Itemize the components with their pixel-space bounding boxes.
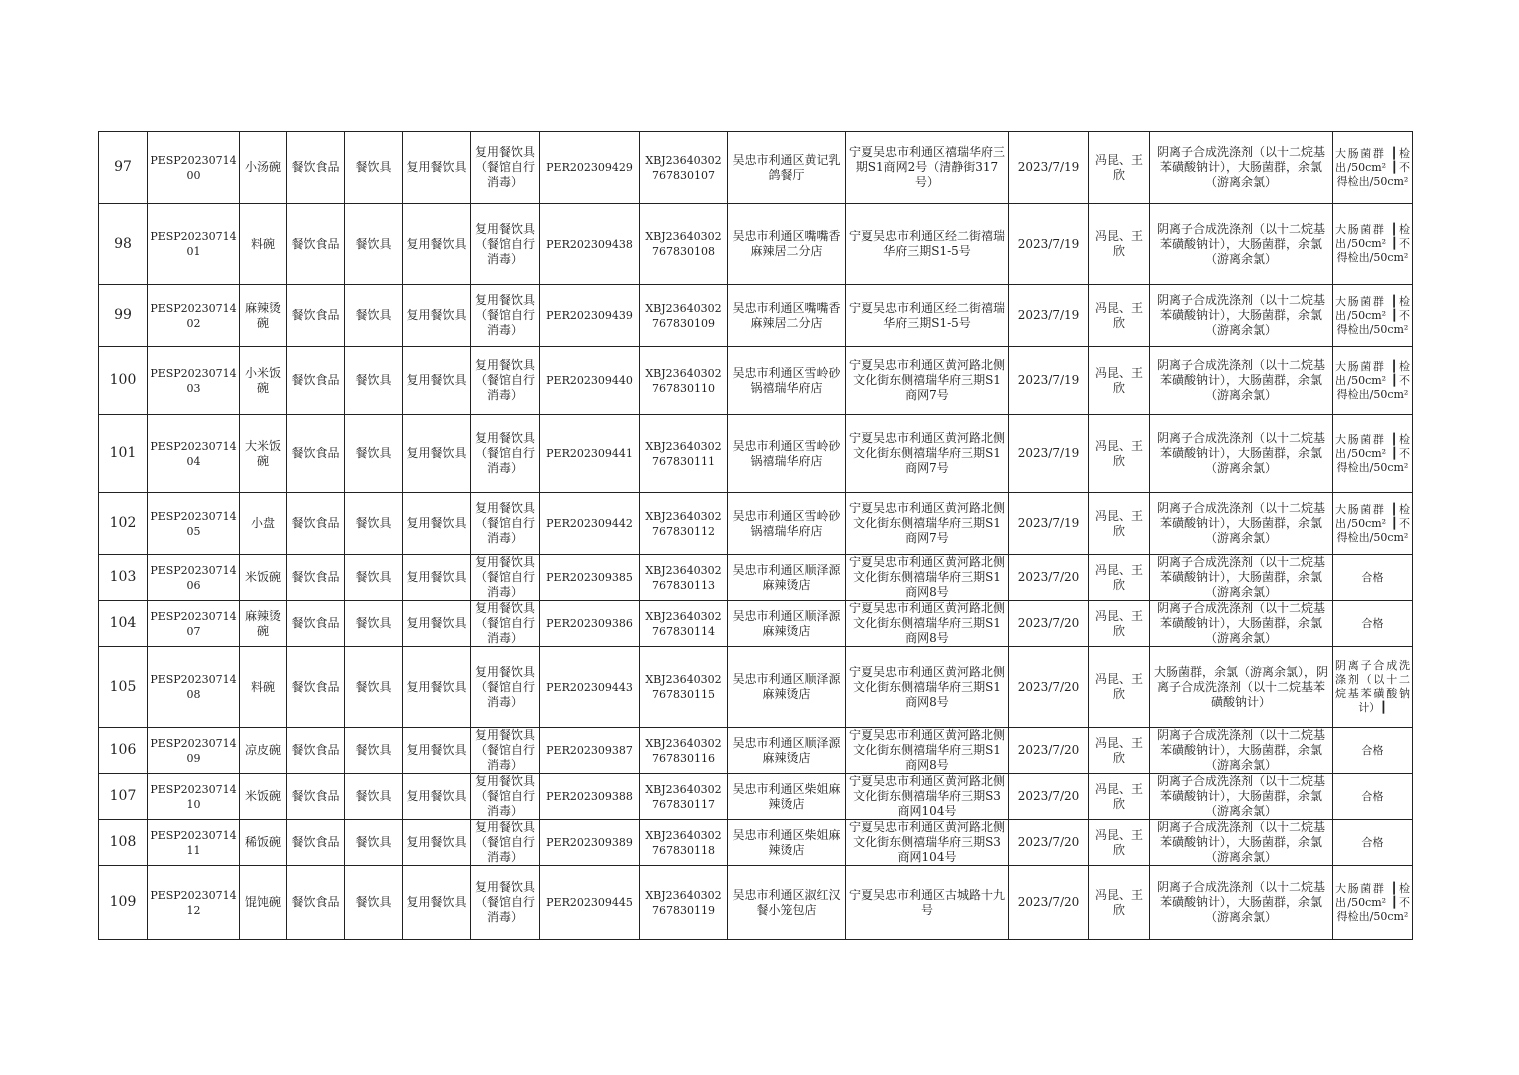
task-number-cell: XBJ23640302767830113 (640, 555, 728, 601)
report-number-cell: PER202309385 (540, 555, 640, 601)
unit-address-cell: 宁夏吴忠市利通区黄河路北侧文化街东侧禧瑞华府三期S1商网8号 (846, 647, 1009, 728)
task-number-cell: XBJ23640302767830115 (640, 647, 728, 728)
task-number-cell: XBJ23640302767830116 (640, 728, 728, 774)
inspectors-cell: 冯昆、王欣 (1089, 601, 1150, 647)
report-number-cell: PER202309439 (540, 285, 640, 347)
test-result-cell: 合格 (1333, 820, 1413, 866)
food-category-cell: 餐饮食品 (287, 555, 345, 601)
row-number-cell: 108 (99, 820, 148, 866)
food-subtype-cell: 复用餐饮具（餐馆自行消毒） (471, 204, 540, 285)
sample-name-cell: 小汤碗 (240, 132, 287, 204)
food-subtype-cell: 复用餐饮具（餐馆自行消毒） (471, 647, 540, 728)
food-subtype-cell: 复用餐饮具（餐馆自行消毒） (471, 866, 540, 940)
test-result-cell: 大肠菌群 ┃检出/50cm² ┃不得检出/50cm² (1333, 493, 1413, 555)
food-subcategory-cell: 餐饮具 (345, 493, 403, 555)
test-result-cell: 大肠菌群 ┃检出/50cm² ┃不得检出/50cm² (1333, 347, 1413, 415)
inspectors-cell: 冯昆、王欣 (1089, 555, 1150, 601)
task-number-cell: XBJ23640302767830111 (640, 415, 728, 493)
sampled-unit-cell: 吴忠市利通区柴姐麻辣烫店 (728, 774, 846, 820)
report-number-cell: PER202309443 (540, 647, 640, 728)
table-row (99, 285, 1413, 347)
unit-address-cell: 宁夏吴忠市利通区黄河路北侧文化街东侧禧瑞华府三期S3商网104号 (846, 820, 1009, 866)
food-subtype-cell: 复用餐饮具（餐馆自行消毒） (471, 347, 540, 415)
test-result-cell: 合格 (1333, 601, 1413, 647)
test-items-cell: 阴离子合成洗涤剂（以十二烷基苯磺酸钠计），大肠菌群，余氯（游离余氯） (1150, 774, 1333, 820)
test-items-cell: 阴离子合成洗涤剂（以十二烷基苯磺酸钠计），大肠菌群，余氯（游离余氯） (1150, 728, 1333, 774)
food-category-cell: 餐饮食品 (287, 204, 345, 285)
food-subcategory-cell: 餐饮具 (345, 820, 403, 866)
food-type-cell: 复用餐饮具 (403, 647, 471, 728)
row-number-cell: 104 (99, 601, 148, 647)
sampling-date-cell: 2023/7/19 (1009, 347, 1089, 415)
food-type-cell: 复用餐饮具 (403, 415, 471, 493)
food-category-cell: 餐饮食品 (287, 820, 345, 866)
sample-name-cell: 料碗 (240, 647, 287, 728)
test-items-cell: 阴离子合成洗涤剂（以十二烷基苯磺酸钠计），大肠菌群，余氯（游离余氯） (1150, 866, 1333, 940)
sampling-date-cell: 2023/7/19 (1009, 285, 1089, 347)
test-items-cell: 阴离子合成洗涤剂（以十二烷基苯磺酸钠计），大肠菌群，余氯（游离余氯） (1150, 347, 1333, 415)
food-type-cell: 复用餐饮具 (403, 820, 471, 866)
test-result-cell: 大肠菌群 ┃检出/50cm² ┃不得检出/50cm² (1333, 204, 1413, 285)
food-category-cell: 餐饮食品 (287, 728, 345, 774)
sampled-unit-cell: 吴忠市利通区顺泽源麻辣烫店 (728, 601, 846, 647)
test-result-cell: 合格 (1333, 555, 1413, 601)
test-items-cell: 阴离子合成洗涤剂（以十二烷基苯磺酸钠计），大肠菌群，余氯（游离余氯） (1150, 820, 1333, 866)
sampled-unit-cell: 吴忠市利通区顺泽源麻辣烫店 (728, 555, 846, 601)
table-row (99, 820, 1413, 866)
sampled-unit-cell: 吴忠市利通区雪岭砂锅禧瑞华府店 (728, 415, 846, 493)
row-number-cell: 100 (99, 347, 148, 415)
inspectors-cell: 冯昆、王欣 (1089, 347, 1150, 415)
sample-id-cell: PESP2023071406 (148, 555, 240, 601)
food-category-cell: 餐饮食品 (287, 285, 345, 347)
food-category-cell: 餐饮食品 (287, 774, 345, 820)
report-number-cell: PER202309438 (540, 204, 640, 285)
table-row (99, 647, 1413, 728)
task-number-cell: XBJ23640302767830114 (640, 601, 728, 647)
sampling-date-cell: 2023/7/19 (1009, 493, 1089, 555)
sampled-unit-cell: 吴忠市利通区淑红汉餐小笼包店 (728, 866, 846, 940)
sample-name-cell: 米饭碗 (240, 555, 287, 601)
food-subcategory-cell: 餐饮具 (345, 415, 403, 493)
food-subtype-cell: 复用餐饮具（餐馆自行消毒） (471, 132, 540, 204)
unit-address-cell: 宁夏吴忠市利通区黄河路北侧文化街东侧禧瑞华府三期S1商网8号 (846, 555, 1009, 601)
task-number-cell: XBJ23640302767830117 (640, 774, 728, 820)
table-row (99, 347, 1413, 415)
sampling-date-cell: 2023/7/19 (1009, 132, 1089, 204)
report-number-cell: PER202309440 (540, 347, 640, 415)
sample-name-cell: 麻辣烫碗 (240, 601, 287, 647)
table-row (99, 204, 1413, 285)
sample-id-cell: PESP2023071402 (148, 285, 240, 347)
food-subcategory-cell: 餐饮具 (345, 555, 403, 601)
food-subcategory-cell: 餐饮具 (345, 647, 403, 728)
inspectors-cell: 冯昆、王欣 (1089, 774, 1150, 820)
sample-id-cell: PESP2023071410 (148, 774, 240, 820)
sample-name-cell: 料碗 (240, 204, 287, 285)
food-subtype-cell: 复用餐饮具（餐馆自行消毒） (471, 774, 540, 820)
sampling-date-cell: 2023/7/20 (1009, 728, 1089, 774)
sample-id-cell: PESP2023071403 (148, 347, 240, 415)
unit-address-cell: 宁夏吴忠市利通区经二街禧瑞华府三期S1-5号 (846, 285, 1009, 347)
row-number-cell: 97 (99, 132, 148, 204)
table-row (99, 866, 1413, 940)
row-number-cell: 103 (99, 555, 148, 601)
sample-id-cell: PESP2023071407 (148, 601, 240, 647)
inspectors-cell: 冯昆、王欣 (1089, 647, 1150, 728)
inspectors-cell: 冯昆、王欣 (1089, 132, 1150, 204)
food-subtype-cell: 复用餐饮具（餐馆自行消毒） (471, 728, 540, 774)
task-number-cell: XBJ23640302767830109 (640, 285, 728, 347)
food-type-cell: 复用餐饮具 (403, 132, 471, 204)
sampling-date-cell: 2023/7/19 (1009, 415, 1089, 493)
sample-id-cell: PESP2023071408 (148, 647, 240, 728)
test-result-cell: 合格 (1333, 774, 1413, 820)
inspectors-cell: 冯昆、王欣 (1089, 866, 1150, 940)
table-row (99, 774, 1413, 820)
report-number-cell: PER202309388 (540, 774, 640, 820)
table-row (99, 415, 1413, 493)
table-row (99, 728, 1413, 774)
sampling-date-cell: 2023/7/20 (1009, 866, 1089, 940)
unit-address-cell: 宁夏吴忠市利通区黄河路北侧文化街东侧禧瑞华府三期S1商网7号 (846, 493, 1009, 555)
sample-id-cell: PESP2023071409 (148, 728, 240, 774)
report-number-cell: PER202309389 (540, 820, 640, 866)
sampling-date-cell: 2023/7/20 (1009, 647, 1089, 728)
unit-address-cell: 宁夏吴忠市利通区禧瑞华府三期S1商网2号（清静街317号） (846, 132, 1009, 204)
report-number-cell: PER202309387 (540, 728, 640, 774)
test-items-cell: 大肠菌群，余氯（游离余氯），阴离子合成洗涤剂（以十二烷基苯磺酸钠计） (1150, 647, 1333, 728)
sampling-date-cell: 2023/7/20 (1009, 555, 1089, 601)
food-type-cell: 复用餐饮具 (403, 493, 471, 555)
sample-name-cell: 大米饭碗 (240, 415, 287, 493)
food-category-cell: 餐饮食品 (287, 647, 345, 728)
sampling-date-cell: 2023/7/20 (1009, 774, 1089, 820)
food-subtype-cell: 复用餐饮具（餐馆自行消毒） (471, 415, 540, 493)
sample-id-cell: PESP2023071405 (148, 493, 240, 555)
inspectors-cell: 冯昆、王欣 (1089, 204, 1150, 285)
inspectors-cell: 冯昆、王欣 (1089, 493, 1150, 555)
row-number-cell: 106 (99, 728, 148, 774)
food-type-cell: 复用餐饮具 (403, 285, 471, 347)
sampled-unit-cell: 吴忠市利通区嘴嘴香麻辣居二分店 (728, 204, 846, 285)
food-subtype-cell: 复用餐饮具（餐馆自行消毒） (471, 285, 540, 347)
food-category-cell: 餐饮食品 (287, 132, 345, 204)
row-number-cell: 105 (99, 647, 148, 728)
unit-address-cell: 宁夏吴忠市利通区黄河路北侧文化街东侧禧瑞华府三期S1商网7号 (846, 415, 1009, 493)
food-subcategory-cell: 餐饮具 (345, 204, 403, 285)
inspectors-cell: 冯昆、王欣 (1089, 285, 1150, 347)
sample-id-cell: PESP2023071400 (148, 132, 240, 204)
food-type-cell: 复用餐饮具 (403, 774, 471, 820)
inspection-table (98, 131, 1413, 940)
sampled-unit-cell: 吴忠市利通区黄记乳鸽餐厅 (728, 132, 846, 204)
row-number-cell: 102 (99, 493, 148, 555)
sample-id-cell: PESP2023071401 (148, 204, 240, 285)
sample-name-cell: 凉皮碗 (240, 728, 287, 774)
test-items-cell: 阴离子合成洗涤剂（以十二烷基苯磺酸钠计），大肠菌群，余氯（游离余氯） (1150, 285, 1333, 347)
food-subcategory-cell: 餐饮具 (345, 774, 403, 820)
task-number-cell: XBJ23640302767830119 (640, 866, 728, 940)
test-result-cell: 大肠菌群 ┃检出/50cm² ┃不得检出/50cm² (1333, 132, 1413, 204)
food-category-cell: 餐饮食品 (287, 415, 345, 493)
sampled-unit-cell: 吴忠市利通区顺泽源麻辣烫店 (728, 728, 846, 774)
sampled-unit-cell: 吴忠市利通区雪岭砂锅禧瑞华府店 (728, 347, 846, 415)
test-items-cell: 阴离子合成洗涤剂（以十二烷基苯磺酸钠计），大肠菌群，余氯（游离余氯） (1150, 415, 1333, 493)
food-subcategory-cell: 餐饮具 (345, 601, 403, 647)
sampled-unit-cell: 吴忠市利通区雪岭砂锅禧瑞华府店 (728, 493, 846, 555)
test-result-cell: 合格 (1333, 728, 1413, 774)
unit-address-cell: 宁夏吴忠市利通区黄河路北侧文化街东侧禧瑞华府三期S1商网8号 (846, 601, 1009, 647)
row-number-cell: 98 (99, 204, 148, 285)
sampling-date-cell: 2023/7/19 (1009, 204, 1089, 285)
test-items-cell: 阴离子合成洗涤剂（以十二烷基苯磺酸钠计），大肠菌群，余氯（游离余氯） (1150, 555, 1333, 601)
sample-id-cell: PESP2023071412 (148, 866, 240, 940)
food-category-cell: 餐饮食品 (287, 866, 345, 940)
food-subtype-cell: 复用餐饮具（餐馆自行消毒） (471, 601, 540, 647)
sample-id-cell: PESP2023071411 (148, 820, 240, 866)
test-items-cell: 阴离子合成洗涤剂（以十二烷基苯磺酸钠计），大肠菌群，余氯（游离余氯） (1150, 493, 1333, 555)
food-subtype-cell: 复用餐饮具（餐馆自行消毒） (471, 493, 540, 555)
unit-address-cell: 宁夏吴忠市利通区黄河路北侧文化街东侧禧瑞华府三期S1商网7号 (846, 347, 1009, 415)
sampling-date-cell: 2023/7/20 (1009, 820, 1089, 866)
food-category-cell: 餐饮食品 (287, 601, 345, 647)
food-subtype-cell: 复用餐饮具（餐馆自行消毒） (471, 555, 540, 601)
food-type-cell: 复用餐饮具 (403, 555, 471, 601)
food-category-cell: 餐饮食品 (287, 347, 345, 415)
row-number-cell: 107 (99, 774, 148, 820)
report-number-cell: PER202309429 (540, 132, 640, 204)
food-type-cell: 复用餐饮具 (403, 866, 471, 940)
unit-address-cell: 宁夏吴忠市利通区黄河路北侧文化街东侧禧瑞华府三期S1商网8号 (846, 728, 1009, 774)
test-items-cell: 阴离子合成洗涤剂（以十二烷基苯磺酸钠计），大肠菌群，余氯（游离余氯） (1150, 132, 1333, 204)
food-type-cell: 复用餐饮具 (403, 728, 471, 774)
test-items-cell: 阴离子合成洗涤剂（以十二烷基苯磺酸钠计），大肠菌群，余氯（游离余氯） (1150, 601, 1333, 647)
sample-name-cell: 小米饭碗 (240, 347, 287, 415)
food-subtype-cell: 复用餐饮具（餐馆自行消毒） (471, 820, 540, 866)
food-subcategory-cell: 餐饮具 (345, 132, 403, 204)
sample-name-cell: 稀饭碗 (240, 820, 287, 866)
sampled-unit-cell: 吴忠市利通区柴姐麻辣烫店 (728, 820, 846, 866)
test-result-cell: 大肠菌群 ┃检出/50cm² ┃不得检出/50cm² (1333, 415, 1413, 493)
row-number-cell: 109 (99, 866, 148, 940)
table-row (99, 555, 1413, 601)
sample-name-cell: 米饭碗 (240, 774, 287, 820)
sampled-unit-cell: 吴忠市利通区嘴嘴香麻辣居二分店 (728, 285, 846, 347)
sampling-date-cell: 2023/7/20 (1009, 601, 1089, 647)
food-type-cell: 复用餐饮具 (403, 347, 471, 415)
sample-name-cell: 馄饨碗 (240, 866, 287, 940)
unit-address-cell: 宁夏吴忠市利通区经二街禧瑞华府三期S1-5号 (846, 204, 1009, 285)
table-row (99, 601, 1413, 647)
row-number-cell: 99 (99, 285, 148, 347)
food-subcategory-cell: 餐饮具 (345, 728, 403, 774)
report-number-cell: PER202309442 (540, 493, 640, 555)
task-number-cell: XBJ23640302767830107 (640, 132, 728, 204)
unit-address-cell: 宁夏吴忠市利通区黄河路北侧文化街东侧禧瑞华府三期S3商网104号 (846, 774, 1009, 820)
task-number-cell: XBJ23640302767830110 (640, 347, 728, 415)
inspectors-cell: 冯昆、王欣 (1089, 728, 1150, 774)
test-result-cell: 大肠菌群 ┃检出/50cm² ┃不得检出/50cm² (1333, 866, 1413, 940)
task-number-cell: XBJ23640302767830118 (640, 820, 728, 866)
food-category-cell: 餐饮食品 (287, 493, 345, 555)
unit-address-cell: 宁夏吴忠市利通区古城路十九号 (846, 866, 1009, 940)
table-body (99, 132, 1413, 940)
task-number-cell: XBJ23640302767830108 (640, 204, 728, 285)
food-type-cell: 复用餐饮具 (403, 204, 471, 285)
row-number-cell: 101 (99, 415, 148, 493)
task-number-cell: XBJ23640302767830112 (640, 493, 728, 555)
report-number-cell: PER202309445 (540, 866, 640, 940)
inspectors-cell: 冯昆、王欣 (1089, 820, 1150, 866)
sampled-unit-cell: 吴忠市利通区顺泽源麻辣烫店 (728, 647, 846, 728)
inspectors-cell: 冯昆、王欣 (1089, 415, 1150, 493)
report-number-cell: PER202309441 (540, 415, 640, 493)
food-subcategory-cell: 餐饮具 (345, 347, 403, 415)
test-result-cell: 阴离子合成洗涤剂（以十二烷基苯磺酸钠计）┃ (1333, 647, 1413, 728)
sample-name-cell: 麻辣烫碗 (240, 285, 287, 347)
sample-name-cell: 小盘 (240, 493, 287, 555)
food-subcategory-cell: 餐饮具 (345, 866, 403, 940)
table-row (99, 132, 1413, 204)
report-number-cell: PER202309386 (540, 601, 640, 647)
table-row (99, 493, 1413, 555)
test-result-cell: 大肠菌群 ┃检出/50cm² ┃不得检出/50cm² (1333, 285, 1413, 347)
test-items-cell: 阴离子合成洗涤剂（以十二烷基苯磺酸钠计），大肠菌群，余氯（游离余氯） (1150, 204, 1333, 285)
food-subcategory-cell: 餐饮具 (345, 285, 403, 347)
food-type-cell: 复用餐饮具 (403, 601, 471, 647)
sample-id-cell: PESP2023071404 (148, 415, 240, 493)
